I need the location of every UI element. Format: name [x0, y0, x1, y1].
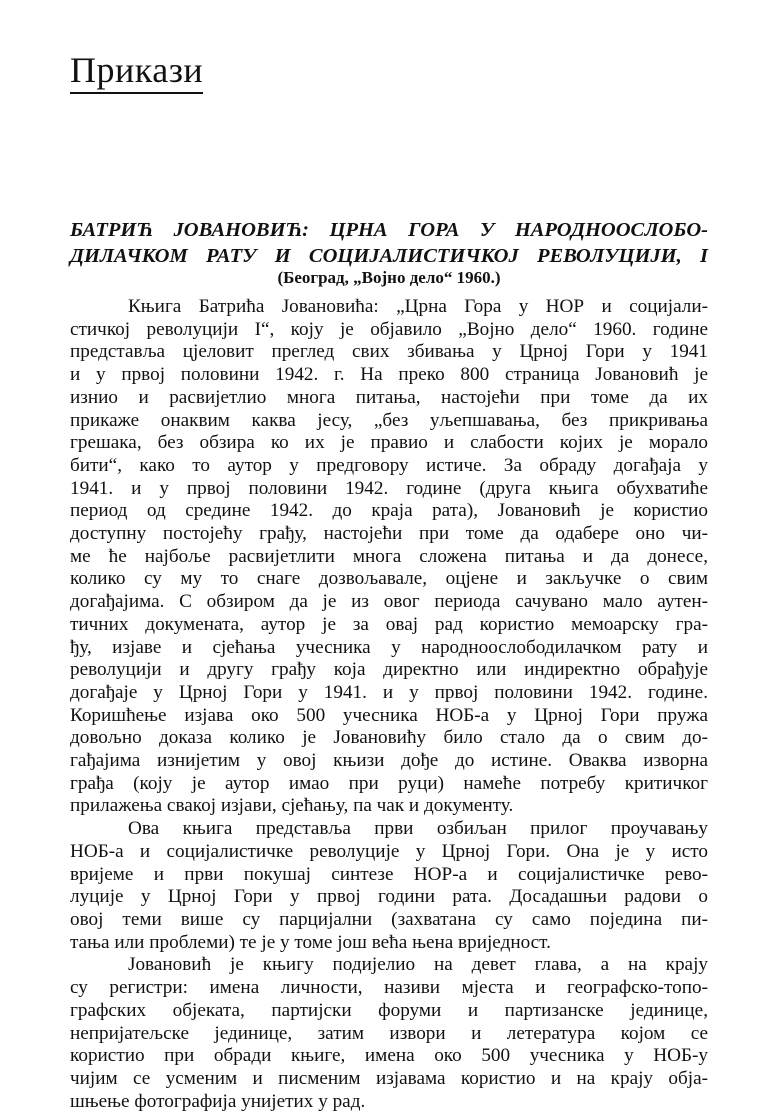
text-line: непријатељске јединице, затим извори и летература којом се: [70, 1022, 708, 1044]
text-line: су регистри: имена личности, називи мјеста и географско-топо-: [70, 977, 708, 999]
text-line: прикаже онаквим каква јесу, „без уљепшавања, без прикривања: [70, 409, 708, 431]
text-line: шњење фотографија унијетих у рад.: [70, 1090, 366, 1112]
text-line: користио при обради књиге, имена око 500 учесника у НОБ-у: [70, 1045, 708, 1067]
text-line: овој теми више су парцијални (захватана су само поједина пи-: [70, 908, 708, 930]
review-body: [70, 296, 708, 1113]
text-line: бити“, како то аутор у предговору истиче. За обраду догађаја у: [70, 454, 708, 476]
text-line: револуцији и другу грађу која директно или индиректно обрађује: [70, 659, 708, 681]
text-line: прилажења свакој изјави, сјећању, па чак и документу.: [70, 795, 514, 817]
text-line: тања или проблеми) те је у томе још већа њена вриједност.: [70, 931, 551, 953]
text-line: период од средине 1942. до краја рата), Јовановић је користио: [70, 500, 708, 522]
text-line: тичних докумената, аутор је за овај рад користио мемоарску гра-: [70, 613, 708, 635]
text-line: представља цјеловит преглед свих збивања у Црној Гори у 1941: [70, 341, 708, 363]
text-line: гађајима изнијетим у овој књизи дође до истине. Оваква изворна: [70, 750, 708, 772]
text-line: 1941. и у првој половини 1942. године (друга књига обухватиће: [70, 477, 708, 499]
text-line: ђу, изјаве и сјећања учесника у народноослободилачком рату и: [70, 636, 708, 658]
paragraph: [70, 954, 708, 1113]
text-line: догађајима. С обзиром да је из овог периода сачувано мало аутен-: [70, 591, 708, 613]
text-line: и у првој половини 1942. г. На преко 800 страница Јовановић је: [70, 364, 708, 386]
text-line: вријеме и први покушај синтезе НОР-а и социјалистичке рево-: [70, 863, 708, 885]
text-line: Коришћење изјава око 500 учесника НОБ-а у Црној Гори пружа: [70, 704, 708, 726]
text-line: грађа (коју је аутор имао при руци) намеће потребу критичког: [70, 772, 708, 794]
text-line: Књига Батрића Јовановића: „Црна Гора у НОР и социјали-: [128, 296, 708, 317]
text-line: чијим се усменим и писменим изјавама користио и на крају обја-: [70, 1067, 708, 1089]
review-title-line: ДИЛАЧКОМ РАТУ И СОЦИЈАЛИСТИЧКОЈ РЕВОЛУЦИЈИ, I: [70, 245, 708, 267]
text-line: доступну постојећу грађу, настојећи при томе да одабере оно чи-: [70, 523, 708, 545]
text-line: Ова књига представља први озбиљан прилог проучавању: [128, 818, 708, 840]
text-line: графских објеката, партијски форуми и партизанске јединице,: [70, 999, 708, 1021]
paragraph: [70, 818, 708, 954]
paragraph: [70, 296, 708, 818]
text-line: луције у Црној Гори у првој години рата. Досадашњи радови о: [70, 886, 708, 908]
section-heading: Прикази: [70, 50, 203, 94]
text-line: ме ће најбоље расвијетлити многа сложена питања и да донесе,: [70, 545, 708, 567]
text-line: довољно доказа колико је Јовановићу било стало да о свим до-: [70, 727, 708, 749]
text-line: грешака, без обзира ко их је правио и слабости којих је морало: [70, 432, 708, 454]
text-line: Јовановић је књигу подијелио на девет глава, а на крају: [128, 954, 708, 976]
text-line: НОБ-а и социјалистичке револуције у Црној Гори. Она је у исто: [70, 840, 708, 862]
text-line: стичкој револуцији I“, коју је објавило „Војно дело“ 1960. године: [70, 318, 708, 340]
review-title: [70, 217, 708, 269]
text-line: колико су му то снаге дозвољавале, оцјене и закључке о свим: [70, 568, 708, 590]
text-line: изнио и расвиjетлио многа питања, настојећи при томе да их: [70, 386, 708, 408]
review-title-line: БАТРИЋ ЈОВАНОВИЋ: ЦРНА ГОРА У НАРОДНООСЛОБО-: [70, 219, 708, 241]
text-line: догађаје у Црној Гори у 1941. и у првој половини 1942. године.: [70, 681, 708, 703]
review-publication: (Београд, „Војно дело“ 1960.): [277, 268, 501, 287]
